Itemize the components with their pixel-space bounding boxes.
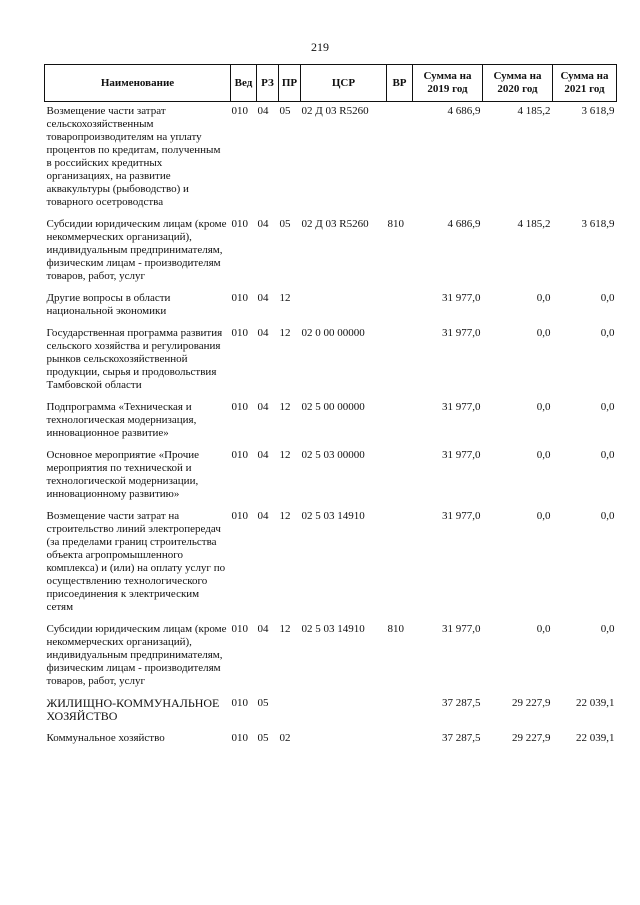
row-pr: 12 [279,510,291,522]
row-vr [387,449,413,510]
row-name: Другие вопросы в области национальной экономики [46,292,171,317]
row-rz: 05 [257,697,269,709]
budget-table [44,64,617,754]
row-sum-2020: 0,0 [536,401,551,413]
row-rz: 04 [257,105,269,117]
row-sum-2020: 0,0 [536,292,551,304]
row-ved: 010 [231,327,248,339]
row-name: Возмещение части затрат сельскохозяйственным товаропроизводителям на уплату процентов по кредитам, полученным в российских кредитных организациях, на развитие аквакультуры (рыбоводство) и товарного осетроводства [46,105,221,208]
row-pr: 12 [279,327,291,339]
row-sum-2019: 31 977,0 [442,292,481,304]
header-sum-2019: Сумма на 2019 год [413,65,483,102]
row-pr: 05 [279,218,291,230]
table-row [45,102,617,219]
row-name: Возмещение части затрат на строительство линий электропередач (за пределами границ строительства объекта агропромышленного комплекса) и (или) на оплату услуг по осуществлению технологического присоединения к электрическим сетям [46,510,226,613]
row-sum-2021: 3 618,9 [581,218,615,230]
row-name: Государственная программа развития сельского хозяйства и регулирования рынков сельскохозяйственной продукции, сырья и продовольствия Тамбовской области [46,327,223,391]
row-rz: 05 [257,732,269,744]
row-rz: 04 [257,401,269,413]
row-name: Субсидии юридическим лицам (кроме некоммерческих организаций), индивидуальным предпринимателям, физическим лицам - производителям товаров, работ, услуг [46,623,227,687]
row-ved: 010 [231,697,248,709]
table-row [45,449,617,510]
table-row [45,732,617,754]
header-sum-2021: Сумма на 2021 год [553,65,617,102]
row-rz: 04 [257,623,269,635]
row-csr: 02 Д 03 R5260 [301,105,369,117]
row-csr [301,732,387,754]
row-pr: 05 [279,105,291,117]
row-vr [387,697,413,732]
row-rz: 04 [257,292,269,304]
row-rz: 04 [257,327,269,339]
row-rz: 04 [257,218,269,230]
row-pr: 12 [279,449,291,461]
row-sum-2019: 31 977,0 [442,623,481,635]
row-pr: 02 [279,732,291,744]
row-sum-2020: 4 185,2 [517,105,551,117]
row-pr: 12 [279,401,291,413]
row-sum-2019: 37 287,5 [442,697,481,709]
table-header-row [45,65,617,102]
table-row [45,697,617,732]
table-row [45,218,617,292]
row-csr: 02 5 00 00000 [301,401,365,413]
row-sum-2021: 0,0 [600,449,615,461]
row-sum-2020: 4 185,2 [517,218,551,230]
row-pr [279,697,301,732]
row-csr [301,292,387,327]
row-sum-2020: 29 227,9 [512,732,551,744]
header-sum-2020: Сумма на 2020 год [483,65,553,102]
row-vr: 810 [387,623,404,635]
row-sum-2020: 0,0 [536,623,551,635]
row-sum-2019: 4 686,9 [447,218,481,230]
row-vr [387,510,413,623]
header-vr: ВР [387,65,413,102]
row-sum-2020: 0,0 [536,449,551,461]
header-name: Наименование [45,65,231,102]
row-ved: 010 [231,623,248,635]
row-name: ЖИЛИЩНО-КОММУНАЛЬНОЕ ХОЗЯЙСТВО [46,696,220,723]
row-sum-2019: 31 977,0 [442,449,481,461]
row-vr [387,327,413,401]
row-sum-2021: 22 039,1 [576,697,615,709]
row-name: Подпрограмма «Техническая и технологическая модернизация, инновационное развитие» [46,401,197,439]
row-ved: 010 [231,449,248,461]
row-sum-2020: 0,0 [536,327,551,339]
table-row [45,510,617,623]
row-ved: 010 [231,510,248,522]
row-csr: 02 5 03 14910 [301,623,365,635]
row-sum-2021: 22 039,1 [576,732,615,744]
row-vr [387,102,413,219]
row-vr: 810 [387,218,404,230]
row-sum-2020: 0,0 [536,510,551,522]
row-rz: 04 [257,510,269,522]
row-ved: 010 [231,292,248,304]
row-sum-2021: 0,0 [600,510,615,522]
row-sum-2019: 31 977,0 [442,510,481,522]
row-ved: 010 [231,732,248,744]
row-sum-2021: 3 618,9 [581,105,615,117]
row-csr [301,697,387,732]
row-sum-2021: 0,0 [600,327,615,339]
row-sum-2019: 4 686,9 [447,105,481,117]
row-sum-2020: 29 227,9 [512,697,551,709]
table-row [45,401,617,449]
row-sum-2019: 37 287,5 [442,732,481,744]
row-pr: 12 [279,623,291,635]
table-row [45,327,617,401]
row-sum-2021: 0,0 [600,623,615,635]
row-csr: 02 0 00 00000 [301,327,365,339]
row-vr [387,401,413,449]
row-vr [387,732,413,754]
header-rz: РЗ [257,65,279,102]
table-row [45,292,617,327]
page-number: 219 [311,40,329,54]
row-rz: 04 [257,449,269,461]
row-ved: 010 [231,105,248,117]
row-csr: 02 5 03 00000 [301,449,365,461]
row-sum-2019: 31 977,0 [442,327,481,339]
row-pr: 12 [279,292,291,304]
row-ved: 010 [231,218,248,230]
header-csr: ЦСР [301,65,387,102]
row-csr: 02 5 03 14910 [301,510,365,522]
row-csr: 02 Д 03 R5260 [301,218,369,230]
row-vr [387,292,413,327]
row-name: Субсидии юридическим лицам (кроме некоммерческих организаций), индивидуальным предпринимателям, физическим лицам - производителям товаров, работ, услуг [46,218,227,282]
table-row [45,623,617,697]
row-sum-2021: 0,0 [600,292,615,304]
row-ved: 010 [231,401,248,413]
row-name: Основное мероприятие «Прочие мероприятия по технической и технологической модернизации, инновационному развитию» [46,449,200,500]
header-pr: ПР [279,65,301,102]
row-name: Коммунальное хозяйство [46,732,165,744]
row-sum-2021: 0,0 [600,401,615,413]
row-sum-2019: 31 977,0 [442,401,481,413]
header-ved: Вед [231,65,257,102]
